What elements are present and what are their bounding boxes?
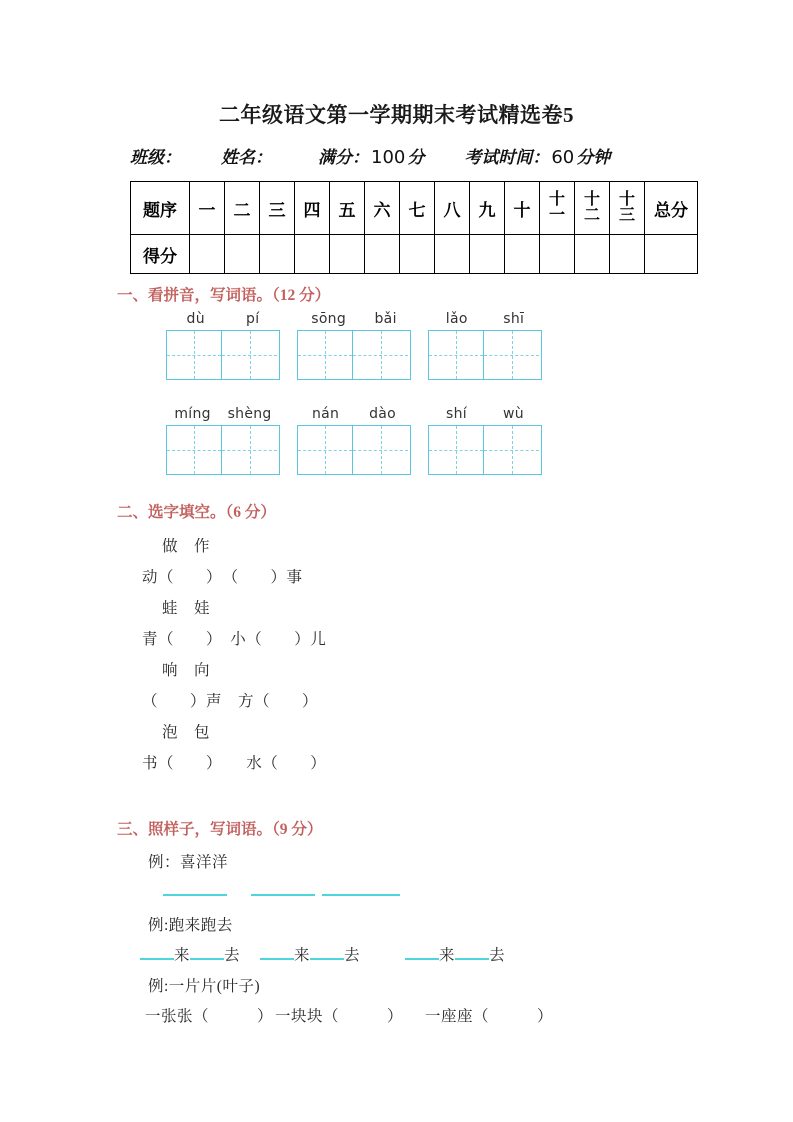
char-choice-2: 蛙 娃 — [162, 600, 211, 617]
pinyin-group-5 — [297, 406, 411, 475]
grid-cell[interactable] — [353, 426, 408, 474]
char-choice-3: 响 向 — [162, 662, 211, 679]
pinyin-syllable: sōng — [311, 311, 347, 327]
score-cell-11[interactable] — [540, 235, 575, 274]
section-2-heading: 二、选字填空。（6 分） — [117, 504, 276, 521]
pinyin-syllable: dào — [369, 406, 397, 422]
pinyin-syllable: shí — [446, 406, 467, 422]
pinyin-group-4 — [166, 406, 280, 475]
score-cell-5[interactable] — [330, 235, 365, 274]
grid-cell[interactable] — [484, 331, 539, 379]
pinyin-syllable: pí — [246, 311, 260, 327]
pinyin-syllable: nán — [311, 406, 340, 422]
pattern-end-char: 去 — [344, 947, 361, 964]
example-3: 例:一片片(叶子) — [148, 978, 261, 995]
pattern-answer-1[interactable] — [140, 943, 240, 965]
class-label: 班级： — [130, 148, 181, 167]
exam-info-line — [130, 143, 670, 168]
question-col-11 — [540, 182, 575, 235]
pattern-blank[interactable] — [190, 958, 224, 960]
pinyin-syllable: wù — [503, 406, 524, 422]
pattern-mid-char: 来 — [174, 947, 191, 964]
full-score-label: 满分： — [318, 148, 369, 167]
pinyin-label-row-6 — [428, 406, 542, 422]
score-cell-4[interactable] — [295, 235, 330, 274]
writing-grid-5[interactable] — [297, 425, 411, 475]
grid-cell[interactable] — [167, 426, 222, 474]
measure-word-answer-3[interactable]: 一座座（ ） — [425, 1008, 554, 1025]
measure-word-answer-2[interactable]: 一块块（ ） — [275, 1008, 404, 1025]
pinyin-label-row-2 — [297, 311, 411, 327]
question-col-12-sub: 二 — [583, 207, 600, 224]
question-col-11-sub: 一 — [548, 207, 565, 224]
writing-grid-6[interactable] — [428, 425, 542, 475]
char-choice-4: 泡 包 — [162, 724, 211, 741]
pinyin-syllable: dù — [186, 311, 205, 327]
example-1: 例：喜洋洋 — [148, 854, 229, 871]
pinyin-label-row-4 — [166, 406, 280, 422]
grid-cell[interactable] — [222, 331, 277, 379]
grid-cell[interactable] — [429, 426, 484, 474]
grid-cell[interactable] — [429, 331, 484, 379]
question-col-6: 六 — [365, 182, 400, 235]
score-cell-9[interactable] — [470, 235, 505, 274]
question-col-10: 十 — [505, 182, 540, 235]
pinyin-group-3 — [428, 311, 542, 380]
page-title: 二年级语文第一学期期末考试精选卷5 — [219, 103, 574, 127]
answer-blank-3[interactable] — [322, 894, 400, 896]
question-col-13-main: 十 — [618, 191, 635, 208]
full-score-unit: 分 — [407, 148, 425, 167]
grid-cell[interactable] — [484, 426, 539, 474]
score-cell-1[interactable] — [190, 235, 225, 274]
pinyin-syllable: bǎi — [374, 311, 397, 327]
pattern-blank[interactable] — [455, 958, 489, 960]
question-col-2: 二 — [225, 182, 260, 235]
pattern-blank[interactable] — [260, 958, 294, 960]
pinyin-label-row-5 — [297, 406, 411, 422]
pattern-blank[interactable] — [310, 958, 344, 960]
question-col-5: 五 — [330, 182, 365, 235]
score-cell-2[interactable] — [225, 235, 260, 274]
name-label: 姓名： — [221, 148, 272, 167]
score-cell-3[interactable] — [260, 235, 295, 274]
score-cell-total[interactable] — [645, 235, 698, 274]
pinyin-syllable: shī — [503, 311, 525, 327]
question-col-12-main: 十 — [583, 191, 600, 208]
pinyin-group-2 — [297, 311, 411, 380]
row-label-score: 得分 — [131, 235, 190, 274]
full-score-value: 100 — [371, 147, 406, 168]
pinyin-label-row-3 — [428, 311, 542, 327]
score-cell-8[interactable] — [435, 235, 470, 274]
total-score-header: 总分 — [645, 182, 698, 235]
pattern-mid-char: 来 — [439, 947, 456, 964]
score-cell-6[interactable] — [365, 235, 400, 274]
question-col-9: 九 — [470, 182, 505, 235]
score-cell-12[interactable] — [575, 235, 610, 274]
table-row-score — [131, 235, 698, 274]
char-fill-3[interactable]: （ ）声 方（ ） — [142, 693, 319, 710]
pattern-blank[interactable] — [405, 958, 439, 960]
question-col-8: 八 — [435, 182, 470, 235]
pattern-end-char: 去 — [224, 947, 241, 964]
pinyin-syllable: míng — [174, 406, 211, 422]
pattern-mid-char: 来 — [294, 947, 311, 964]
pattern-answer-2[interactable] — [260, 943, 360, 965]
score-table — [130, 181, 698, 274]
question-col-3: 三 — [260, 182, 295, 235]
question-col-7: 七 — [400, 182, 435, 235]
grid-cell[interactable] — [167, 331, 222, 379]
measure-word-answer-1[interactable]: 一张张（ ） — [145, 1008, 274, 1025]
grid-cell[interactable] — [353, 331, 408, 379]
question-col-12 — [575, 182, 610, 235]
answer-blank-1[interactable] — [163, 894, 227, 896]
section-3-heading: 三、照样子，写词语。（9 分） — [117, 821, 323, 838]
writing-grid-1[interactable] — [166, 330, 280, 380]
table-row-question-order — [131, 182, 698, 235]
row-label-question-order: 题序 — [131, 182, 190, 235]
pinyin-syllable: lǎo — [445, 311, 468, 327]
pattern-end-char: 去 — [489, 947, 506, 964]
question-col-13 — [610, 182, 645, 235]
time-label: 考试时间： — [464, 148, 550, 167]
grid-cell[interactable] — [298, 331, 353, 379]
time-unit: 分钟 — [576, 148, 611, 167]
writing-grid-2[interactable] — [297, 330, 411, 380]
pinyin-group-1 — [166, 311, 280, 380]
question-col-4: 四 — [295, 182, 330, 235]
pinyin-label-row-1 — [166, 311, 280, 327]
char-fill-1[interactable]: 动（ ） （ ）事 — [142, 569, 303, 586]
char-fill-4[interactable]: 书（ ） 水（ ） — [142, 755, 327, 772]
question-col-1: 一 — [190, 182, 225, 235]
grid-cell[interactable] — [222, 426, 277, 474]
question-col-11-main: 十 — [548, 191, 565, 208]
score-cell-7[interactable] — [400, 235, 435, 274]
pinyin-syllable: shèng — [227, 406, 272, 422]
time-value: 60 — [551, 147, 575, 168]
writing-grid-3[interactable] — [428, 330, 542, 380]
char-choice-1: 做 作 — [162, 538, 211, 555]
pattern-answer-3[interactable] — [405, 943, 505, 965]
pattern-blank[interactable] — [140, 958, 174, 960]
writing-grid-4[interactable] — [166, 425, 280, 475]
score-cell-13[interactable] — [610, 235, 645, 274]
pinyin-group-6 — [428, 406, 542, 475]
score-cell-10[interactable] — [505, 235, 540, 274]
grid-cell[interactable] — [298, 426, 353, 474]
example-2: 例:跑来跑去 — [148, 917, 233, 934]
question-col-13-sub: 三 — [618, 207, 635, 224]
answer-blank-2[interactable] — [251, 894, 315, 896]
section-1-heading: 一、看拼音，写词语。（12 分） — [117, 287, 331, 304]
char-fill-2[interactable]: 青（ ） 小（ ）儿 — [142, 631, 327, 648]
